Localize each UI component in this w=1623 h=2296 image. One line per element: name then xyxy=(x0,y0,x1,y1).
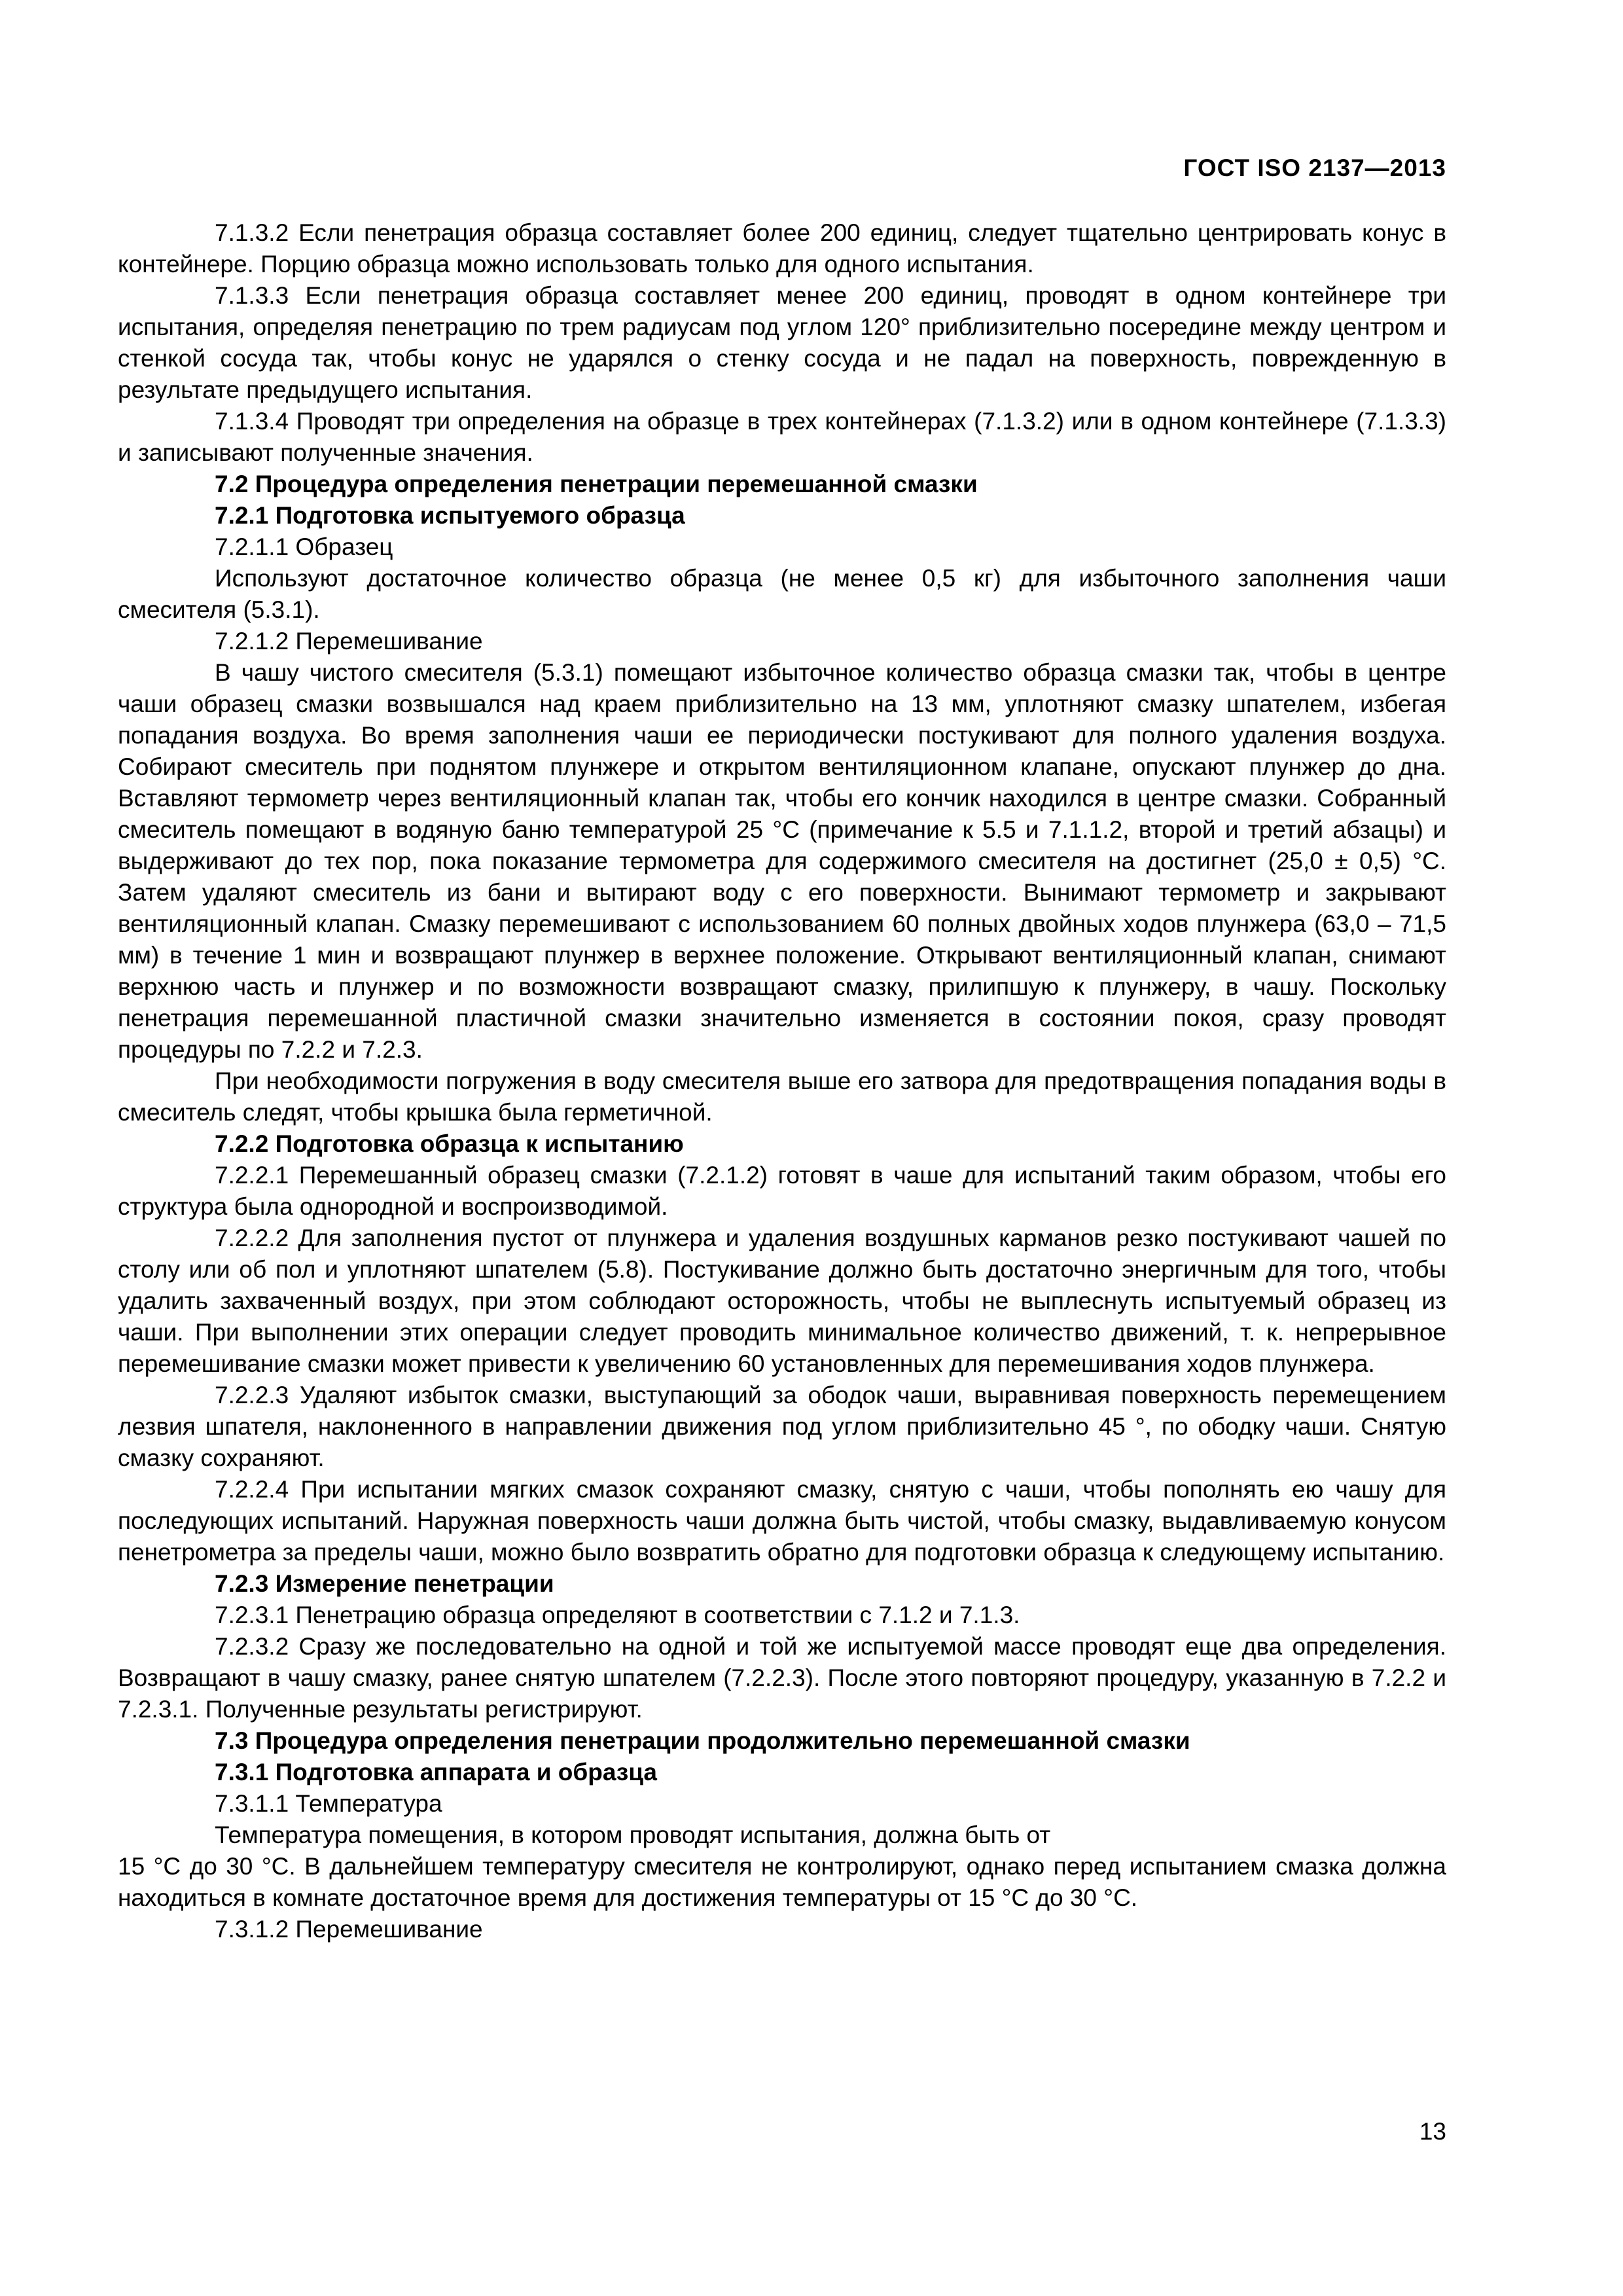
page-number: 13 xyxy=(1419,2118,1446,2145)
clause-heading-7-3-1-1: 7.3.1.1 Температура xyxy=(215,1790,442,1817)
document-body xyxy=(118,217,1446,1945)
paragraph-mixer-sealing: При необходимости погружения в воду смесителя выше его затвора для предотвращения попадания воды в смеситель следят, чтобы крышка была герметичной. xyxy=(118,1067,1446,1126)
paragraph-7-2-2-1: 7.2.2.1 Перемешанный образец смазки (7.2.1.2) готовят в чаше для испытаний таким образом, чтобы его структура была однородной и воспроизводимой. xyxy=(118,1162,1446,1220)
paragraph-7-1-3-4: 7.1.3.4 Проводят три определения на образце в трех контейнерах (7.1.3.2) или в одном контейнере (7.1.3.3) и записывают полученные значения. xyxy=(118,408,1446,466)
paragraph-7-2-3-2: 7.2.3.2 Сразу же последовательно на одной и той же испытуемой массе проводят еще два определения. Возвращают в чашу смазку, ранее снятую шпателем (7.2.2.3). После этого повторяют процедуру, указанную в 7.2.2 и 7.2.3.1. Полученные результаты регистрируют. xyxy=(118,1633,1446,1723)
page-header-standard-id: ГОСТ ISO 2137—2013 xyxy=(1183,154,1446,181)
clause-heading-7-2-1-2: 7.2.1.2 Перемешивание xyxy=(215,628,483,655)
paragraph-7-2-3-1: 7.2.3.1 Пенетрацию образца определяют в соответствии с 7.1.2 и 7.1.3. xyxy=(215,1602,1020,1628)
subsection-heading-7-2-2: 7.2.2 Подготовка образца к испытанию xyxy=(215,1130,684,1157)
paragraph-room-temperature: Температура помещения, в котором проводят испытания, должна быть от xyxy=(215,1821,1051,1848)
clause-heading-7-3-1-2: 7.3.1.2 Перемешивание xyxy=(215,1916,483,1943)
section-heading-7-2: 7.2 Процедура определения пенетрации перемешанной смазки xyxy=(215,471,978,497)
paragraph-7-2-2-3: 7.2.2.3 Удаляют избыток смазки, выступающий за ободок чаши, выравнивая поверхность перемещением лезвия шпателя, наклоненного в направлении движения под углом приблизительно 45 °, по ободку чаши. Снятую смазку сохраняют. xyxy=(118,1382,1446,1471)
subsection-heading-7-2-3: 7.2.3 Измерение пенетрации xyxy=(215,1570,554,1597)
paragraph-7-2-2-2: 7.2.2.2 Для заполнения пустот от плунжера и удаления воздушных карманов резко постукивают чашей по столу или об пол и уплотняют шпателем (5.8). Постукивание должно быть достаточно энергичным для того, чтобы удалить захваченный воздух, при этом соблюдают осторожность, чтобы не выплеснуть испытуемый образец из чаши. При выполнении этих операции следует проводить минимальное количество движений, т. к. непрерывное перемешивание смазки может привести к увеличению 60 установленных для перемешивания ходов плунжера. xyxy=(118,1225,1446,1377)
paragraph-sample-amount: Используют достаточное количество образца (не менее 0,5 кг) для избыточного заполнения чаши смесителя (5.3.1). xyxy=(118,565,1446,623)
clause-heading-7-2-1-1: 7.2.1.1 Образец xyxy=(215,533,393,560)
paragraph-7-1-3-2: 7.1.3.2 Если пенетрация образца составляет более 200 единиц, следует тщательно центрировать конус в контейнере. Порцию образца можно использовать только для одного испытания. xyxy=(118,219,1446,278)
subsection-heading-7-3-1: 7.3.1 Подготовка аппарата и образца xyxy=(215,1759,658,1785)
paragraph-temperature-range: 15 °С до 30 °С. В дальнейшем температуру смесителя не контролируют, однако перед испытанием смазка должна находиться в комнате достаточное время для достижения температуры от 15 °С до 30 °С. xyxy=(118,1853,1446,1911)
paragraph-7-1-3-3: 7.1.3.3 Если пенетрация образца составляет менее 200 единиц, проводят в одном контейнере три испытания, определяя пенетрацию по трем радиусам под углом 120° приблизительно посередине между центром и стенкой сосуда так, чтобы конус не ударялся о стенку сосуда и не падал на поверхность, поврежденную в результате предыдущего испытания. xyxy=(118,282,1446,403)
paragraph-mixing-procedure: В чашу чистого смесителя (5.3.1) помещают избыточное количество образца смазки так, чтобы в центре чаши образец смазки возвышался над краем приблизительно на 13 мм, уплотняют смазку шпателем, избегая попадания воздуха. Во время заполнения чаши ее периодически постукивают для полного удаления воздуха. Собирают смеситель при поднятом плунжере и открытом вентиляционном клапане, опускают плунжер до дна. Вставляют термометр через вентиляционный клапан так, чтобы его кончик находился в центре смазки. Собранный смеситель помещают в водяную баню температурой 25 °С (примечание к 5.5 и 7.1.1.2, второй и третий абзацы) и выдерживают до тех пор, пока показание термометра для содержимого смесителя на достигнет (25,0 ± 0,5) °С. Затем удаляют смеситель из бани и вытирают воду с его поверхности. Вынимают термометр и закрывают вентиляционный клапан. Смазку перемешивают с использованием 60 полных двойных ходов плунжера (63,0 – 71,5 мм) в течение 1 мин и возвращают плунжер в верхнее положение. Открывают вентиляционный клапан, снимают верхнюю часть и плунжер и по возможности возвращают смазку, прилипшую к плунжеру, в чашу. Поскольку пенетрация перемешанной пластичной смазки значительно изменяется в состоянии покоя, сразу проводят процедуры по 7.2.2 и 7.2.3. xyxy=(118,659,1446,1063)
paragraph-7-2-2-4: 7.2.2.4 При испытании мягких смазок сохраняют смазку, снятую с чаши, чтобы пополнять ею чашу для последующих испытаний. Наружная поверхность чаши должна быть чистой, чтобы смазку, выдавливаемую конусом пенетрометра за пределы чаши, можно было возвратить обратно для подготовки образца к следующему испытанию. xyxy=(118,1476,1446,1566)
section-heading-7-3: 7.3 Процедура определения пенетрации продолжительно перемешанной смазки xyxy=(215,1727,1190,1754)
subsection-heading-7-2-1: 7.2.1 Подготовка испытуемого образца xyxy=(215,502,685,529)
